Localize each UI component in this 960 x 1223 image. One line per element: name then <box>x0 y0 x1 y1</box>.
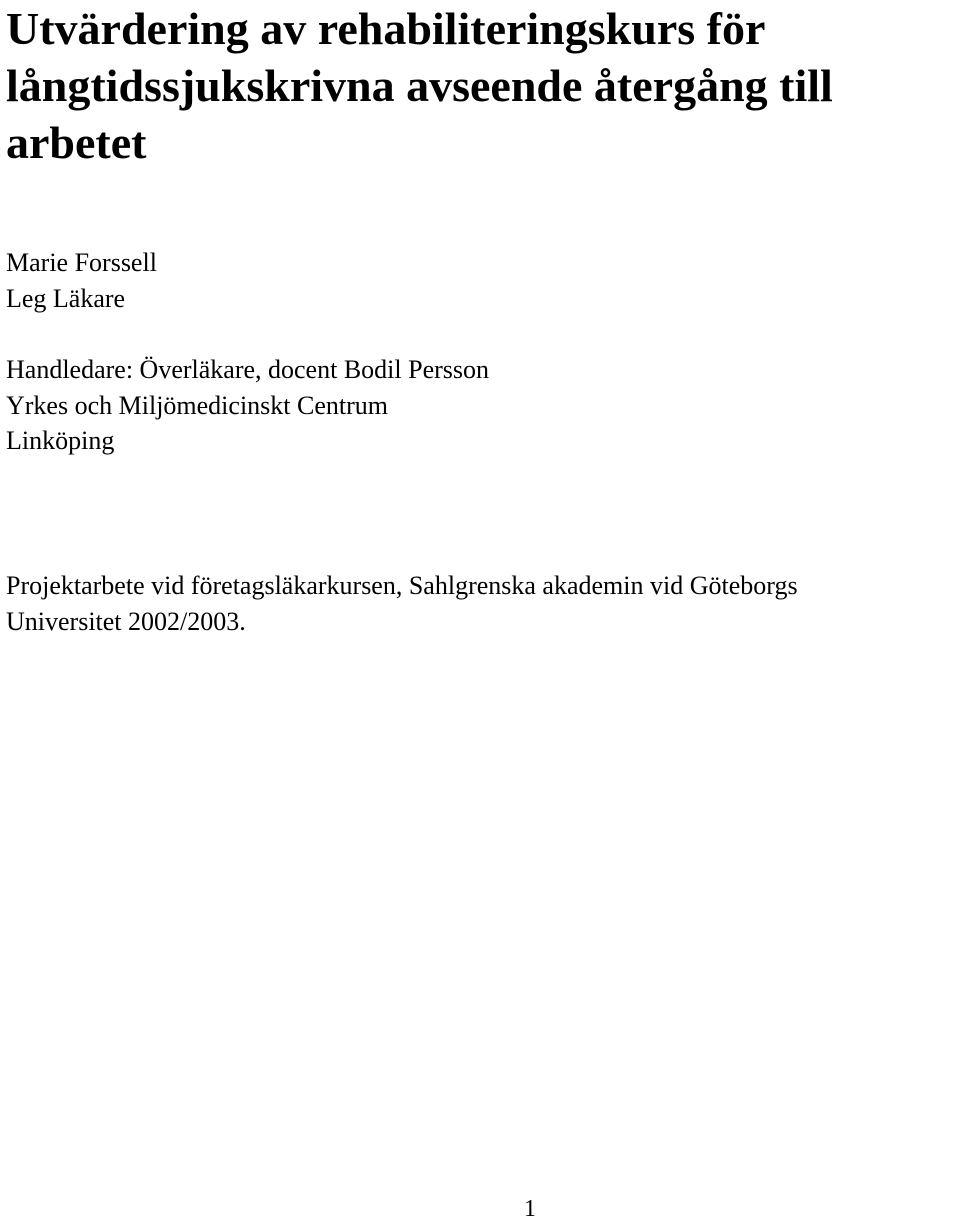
title-line-1: Utvärdering av rehabiliteringskurs för <box>6 3 766 54</box>
supervisor-line: Handledare: Överläkare, docent Bodil Persson <box>6 355 490 384</box>
supervisor-block <box>6 352 489 459</box>
document-title <box>6 0 956 171</box>
author-block <box>6 245 157 316</box>
project-line-1: Projektarbete vid företagsläkarkursen, Sahlgrenska akademin vid Göteborgs <box>6 571 798 600</box>
supervisor-city: Linköping <box>6 426 115 455</box>
project-description <box>6 568 956 639</box>
title-line-3: arbetet <box>6 117 147 168</box>
author-title: Leg Läkare <box>6 283 126 313</box>
supervisor-department: Yrkes och Miljömedicinskt Centrum <box>6 390 389 420</box>
author-name: Marie Forssell <box>6 248 157 277</box>
project-line-2: Universitet 2002/2003. <box>6 606 246 636</box>
title-line-2: långtidssjukskrivna avseende återgång till <box>6 60 833 111</box>
page-number: 1 <box>524 1196 536 1222</box>
